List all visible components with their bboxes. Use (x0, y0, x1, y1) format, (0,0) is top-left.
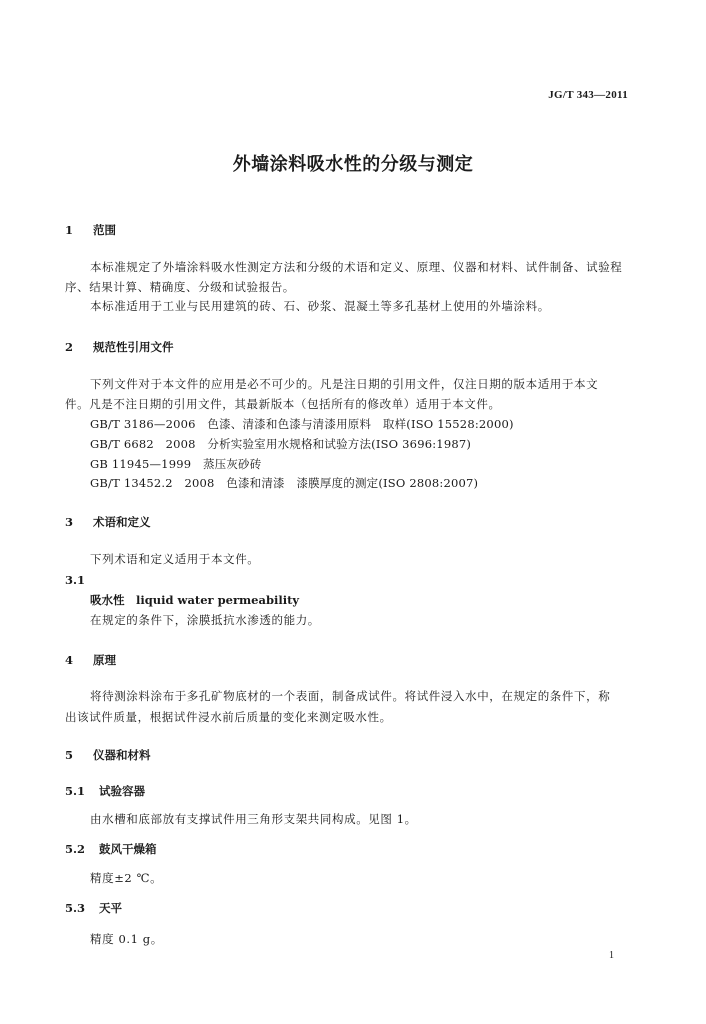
subsection-title: 天平 (99, 901, 122, 915)
reference-item: GB/T 13452.2 2008 色漆和清漆 漆膜厚度的测定(ISO 2808:2007) (90, 476, 479, 490)
subsection-5-2-heading (65, 841, 157, 857)
section-number: 2 (65, 340, 74, 354)
paragraph-continuation: 出该试件质量，根据试件浸水前后质量的变化来测定吸水性。 (65, 710, 392, 724)
section-3-heading (65, 514, 151, 530)
paragraph-continuation: 件。凡是不注日期的引用文件，其最新版本（包括所有的修改单）适用于本文件。 (65, 397, 501, 411)
section-1-heading (65, 222, 116, 238)
section-title: 原理 (93, 653, 116, 667)
subsection-5-3-heading (65, 900, 122, 916)
paragraph: 本标准适用于工业与民用建筑的砖、石、砂浆、混凝土等多孔基材上使用的外墙涂料。 (90, 299, 550, 313)
section-5-heading (65, 747, 151, 763)
section-2-heading (65, 339, 174, 355)
term-definition: 在规定的条件下，涂膜抵抗水渗透的能力。 (90, 613, 320, 627)
paragraph: 本标准规定了外墙涂料吸水性测定方法和分级的术语和定义、原理、仪器和材料、试件制备、试验程 (90, 260, 623, 274)
term-entry: 吸水性 liquid water permeability (90, 593, 300, 607)
paragraph: 下列文件对于本文件的应用是必不可少的。凡是注日期的引用文件，仅注日期的版本适用于本文 (90, 377, 599, 391)
subsection-title: 鼓风干燥箱 (99, 842, 157, 856)
section-title: 术语和定义 (93, 515, 151, 529)
paragraph: 精度±2 ℃。 (90, 871, 163, 885)
subsection-number: 3.1 (65, 573, 86, 587)
paragraph-continuation: 序、结果计算、精确度、分级和试验报告。 (65, 280, 295, 294)
section-number: 4 (65, 653, 74, 667)
subsection-number: 5.1 (65, 784, 86, 798)
reference-item: GB/T 6682 2008 分析实验室用水规格和试验方法(ISO 3696:1987) (90, 437, 472, 451)
section-4-heading (65, 652, 116, 668)
subsection-number: 5.3 (65, 901, 86, 915)
reference-item: GB/T 3186—2006 色漆、清漆和色漆与清漆用原料 取样(ISO 15528:2000) (90, 417, 514, 431)
reference-item: GB 11945—1999 蒸压灰砂砖 (90, 457, 262, 471)
paragraph: 将待测涂料涂布于多孔矿物底材的一个表面，制备成试件。将试件浸入水中，在规定的条件下，称 (90, 689, 611, 703)
document-title: 外墙涂料吸水性的分级与测定 (232, 154, 474, 175)
section-title: 范围 (93, 223, 116, 237)
section-number: 5 (65, 748, 74, 762)
section-number: 1 (65, 223, 74, 237)
section-number: 3 (65, 515, 74, 529)
section-title: 仪器和材料 (93, 748, 151, 762)
page-number: 1 (609, 950, 614, 961)
subsection-5-1-heading (65, 783, 145, 799)
subsection-number: 5.2 (65, 842, 86, 856)
subsection-title: 试验容器 (99, 784, 145, 798)
paragraph: 由水槽和底部放有支撑试件用三角形支架共同构成。见图 1。 (90, 812, 417, 826)
standard-number: JG/T 343—2011 (548, 89, 628, 101)
paragraph: 精度 0.1 g。 (90, 932, 163, 946)
section-title: 规范性引用文件 (93, 340, 174, 354)
paragraph: 下列术语和定义适用于本文件。 (90, 552, 260, 566)
